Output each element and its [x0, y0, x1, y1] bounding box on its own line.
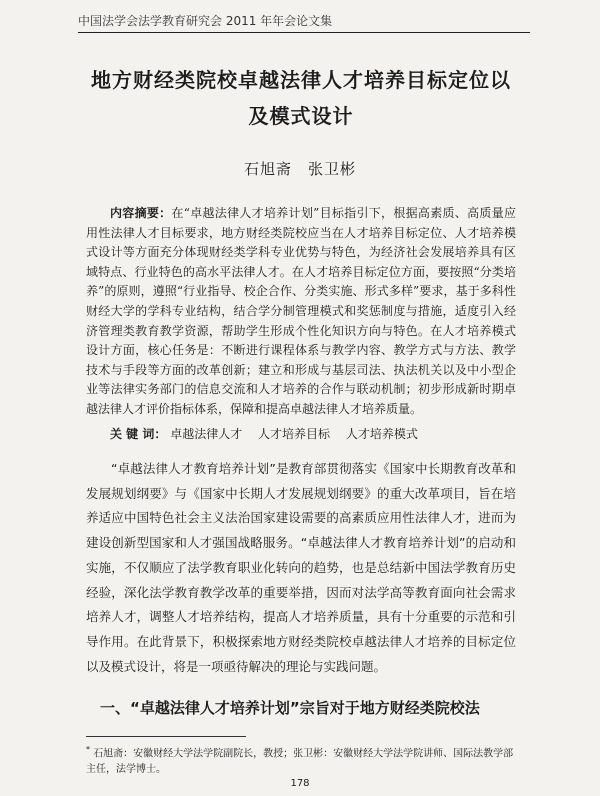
keywords	[110, 425, 418, 442]
body-paragraph: “卓越法律人才教育培养计划”是教育部贯彻落实《国家中长期教育改革和发展规划纲要》与《国家中长期人才发展规划纲要》的重大改革项目，旨在培养适应中国特色社会主义法治国家建设需要的高素质应用性法律人才，进而为建设创新型国家和人才强国战略服务。“卓越法律人才教育培养计划”的启动和实施，不仅顺应了法学教育职业化转向的趋势，也是总结新中国法学教育历史经验，深化法学教育教学改革的重要举措，因而对法学高等教育面向社会需求培养人才，调整人才培养结构，提高人才培养质量，具有十分重要的示范和引导作用。在此背景下，积极探索地方财经类院校卓越法律人才培养的目标定位以及模式设计，将是一项亟待解决的理论与实践问题。	[86, 461, 516, 674]
article-title: 地方财经类院校卓越法律人才培养目标定位以及模式设计	[91, 68, 511, 128]
keyword: 人才培养模式	[345, 427, 418, 441]
author-name: 石旭斋	[243, 160, 292, 178]
keyword: 卓越法律人才	[170, 427, 243, 441]
header-rule	[78, 32, 530, 33]
author-name: 张卫彬	[308, 160, 357, 178]
section-heading: 一、“卓越法律人才培养计划”宗旨对于地方财经类院校法	[100, 699, 480, 717]
author-line	[0, 158, 600, 179]
footnote-text: 石旭斋：安徽财经大学法学院副院长，教授；张卫彬：安徽财经大学法学院讲师、国际法教学部主任，法学博士。	[86, 748, 514, 776]
footnote-marker: *	[86, 745, 90, 754]
running-header: 中国法学会法学教育研究会 2011 年年会论文集	[78, 14, 333, 28]
keyword: 人才培养目标	[258, 427, 331, 441]
footnote-rule	[86, 736, 246, 737]
footnote	[86, 742, 516, 778]
abstract	[86, 204, 516, 420]
abstract-text: 在“卓越法律人才培养计划”目标指引下，根据高素质、高质量应用性法律人才目标要求，地方财经类院校应当在人才培养目标定位、人才培养模式设计等方面充分体现财经类学科专业优势与特色，为经济社会发展培养具有区域特点、行业特色的高水平法律人才。在人才培养目标定位方面，要按照“分类培养”的原则，遵照“行业指导、校企合作、分类实施、形式多样”要求，基于多科性财经大学的学科专业结构，结合学分制管理模式和奖惩制度与措施，适度引入经济管理类教育教学资源，帮助学生形成个性化知识方向与特色。在人才培养模式设计方面，核心任务是：不断进行课程体系与教学内容、教学方式与方法、教学技术与手段等方面的改革创新；建立和形成与基层司法、执法机关以及中小型企业等法律实务部门的信息交流和人才培养的合作与联动机制；初步形成新时期卓越法律人才评价指标体系，保障和提高卓越法律人才培养质量。	[86, 206, 516, 416]
abstract-label: 内容摘要：	[110, 206, 172, 220]
keywords-label: 关 键 词：	[110, 427, 167, 441]
page-number: 178	[290, 778, 310, 789]
